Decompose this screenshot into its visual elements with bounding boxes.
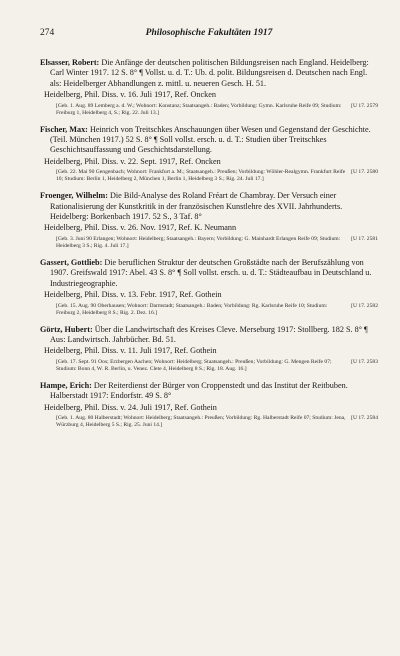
entry-code: [U 17. 2579: [351, 102, 378, 109]
entry-dissertation-line: Heidelberg, Phil. Diss. v. 11. Juli 1917, Ref. Gothein: [44, 346, 217, 356]
entry-title: [40, 258, 378, 289]
entry-vita: [40, 303, 378, 317]
entry-title: [40, 191, 378, 222]
running-title: Philosophische Fakultäten 1917: [145, 28, 273, 38]
entry-vita: [40, 359, 378, 373]
entry-vita-text: [Geb. 22. Mai 90 Gengenbach; Wohnort: Frankfurt a. M.; Staatsangeh.: Preußen; Vorbildung: Wöhler-Realgymn. Frankfurt Reife 10; Studium: Berlin 1, Heidelberg 2, München 1, Berlin 1, Heidelberg 3 S.; Rig. 24. Juli 17.]: [56, 169, 346, 183]
page-header: [40, 28, 378, 48]
entry-code: [U 17. 2581: [351, 235, 378, 242]
entry-title-text: Die beruflichen Struktur der deutschen Großstädte nach der Berufszählung von 1907. Greifswald 1917: Abel. 43 S. 8° ¶ Soll vollst. ersch. u. d. T.: Städteaufbau in Deutschland u. Industriegeographie.: [50, 257, 372, 288]
entry-title: [40, 381, 378, 402]
entry-dissertation-line: Heidelberg, Phil. Diss. v. 26. Nov. 1917, Ref. K. Neumann: [44, 223, 237, 233]
entry-vita-text: [Geb. 1. Aug. 80 Halberstadt; Wohnort: Heidelberg; Staatsangeh.: Preußen; Vorbildung: Rg. Halberstadt Reife 07; Studium: Jena, Würzburg 4, Heidelberg 5 S.; Rig. 25. Juni 14.]: [56, 414, 346, 428]
bibliography-entry: [40, 325, 378, 373]
entry-title-text: Über die Landwirtschaft des Kreises Cleve. Merseburg 1917: Stollberg. 182 S. 8° ¶ Aus: Landwirtsch. Jahrbücher. Bd. 51.: [50, 324, 368, 344]
bibliography-entry: [40, 191, 378, 250]
bibliography-entry: [40, 381, 378, 429]
entry-vita: [40, 236, 378, 250]
entry-vita: [40, 103, 378, 117]
entry-author: Froenger, Wilhelm:: [40, 191, 108, 201]
entry-vita: [40, 169, 378, 183]
entry-title: [40, 125, 378, 156]
bibliography-entry: [40, 258, 378, 317]
entry-author: Gassert, Gottlieb:: [40, 257, 103, 267]
entry-code: [U 17. 2582: [351, 302, 378, 309]
page-number: 274: [40, 28, 55, 38]
entry-title-text: Der Reiterdienst der Bürger von Croppenstedt und das Institut der Reitbuben. Halberstadt 1917: Endorfstr. 49 S. 8°: [50, 380, 348, 401]
entry-title-text: Heinrich von Treitschkes Anschauungen über Wesen und Gegenstand der Geschichte. (Teil. München 1917.) 52 S. 8° ¶ Soll vollst. ersch. u. d. T.: Studien über Treitschkes Geschichtsauffassung und Geschichtsdarstellung.: [50, 124, 371, 155]
entry-title: [40, 58, 378, 89]
bibliography-entry: [40, 58, 378, 117]
entry-code: [U 17. 2580: [351, 169, 378, 176]
entry-vita-text: [Geb. 3. Juni 90 Erlangen; Wohnort: Heidelberg; Staatsangeh.: Bayern; Vorbildung: G. Mainhardt Erlangen Reife 09; Studium: Heidelberg 3 S.; Rig. 4. Juli 17.]: [56, 235, 341, 249]
entry-dissertation-line: Heidelberg, Phil. Diss. v. 16. Juli 1917, Ref. Oncken: [44, 90, 216, 100]
entry-vita-text: [Geb. 15. Aug. 90 Oberhausen; Wohnort: Darmstadt; Staatsangeh.: Baden; Vorbildung: Rg. Karlsruhe Reife 10; Studium: Freiburg 2, Heidelberg 8 S.; Rig. 2. Dez. 16.]: [56, 302, 328, 316]
entry-title: [40, 325, 378, 346]
entry-vita-text: [Geb. 17. Sept. 91 Oos; Erzbergen Aachen; Wohnort: Heidelberg; Staatsangeh.: Preußen; Vorbildung: G. Mengen Reife 07; Studium: Bonn 4, W. R. Berlin, u. Venez. Clete 4, Heidelberg 8 S.; Rig. 18. Aug. 16.]: [56, 358, 332, 372]
entry-author: Görtz, Hubert:: [40, 324, 93, 334]
bibliography-entry: [40, 125, 378, 184]
entry-code: [U 17. 2583: [351, 358, 378, 365]
entry-title-text: Die Bild-Analyse des Roland Fréart de Chambray. Der Versuch einer Rationalisierung der Kunstkritik in der französischen Kunstlehre des XVII. Jahrhunderts. Heidelberg: Borkenbach 1917. 52 S., 3 Taf. 8°: [50, 191, 343, 222]
entry-title-text: Die Anfänge der deutschen politischen Bildungsreisen nach England. Heidelberg: Carl Winter 1917. 12 S. 8° ¶ Vollst. u. d. T.: Ub. d. polit. Bildungsreisen d. Deutschen nach Engl. als: Heidelberger Abhandlungen z. mittl. u. neueren Gesch. H. 51.: [50, 58, 369, 88]
entry-dissertation-line: Heidelberg, Phil. Diss. v. 24. Juli 1917, Ref. Gothein: [44, 402, 217, 412]
entry-author: Fischer, Max:: [40, 124, 88, 134]
entry-dissertation-line: Heidelberg, Phil. Diss. v. 13. Febr. 1917, Ref. Gothein: [44, 290, 222, 300]
entry-author: Hampe, Erich:: [40, 380, 92, 390]
entry-vita-text: [Geb. 1. Aug. 89 Lemberg a. d. W.; Wohnort: Konstanz; Staatsangeh.: Baden; Vorbildung: Gymn. Karlsruhe Reife 09; Studium: Freiburg 1, Heidelberg 4, S.; Rig. 22. Juli 13.]: [56, 102, 342, 116]
entry-author: Elsasser, Robert:: [40, 58, 100, 67]
entry-dissertation-line: Heidelberg, Phil. Diss. v. 22. Sept. 1917, Ref. Oncken: [44, 156, 221, 166]
entry-vita: [40, 415, 378, 429]
entry-code: [U 17. 2584: [351, 414, 378, 421]
